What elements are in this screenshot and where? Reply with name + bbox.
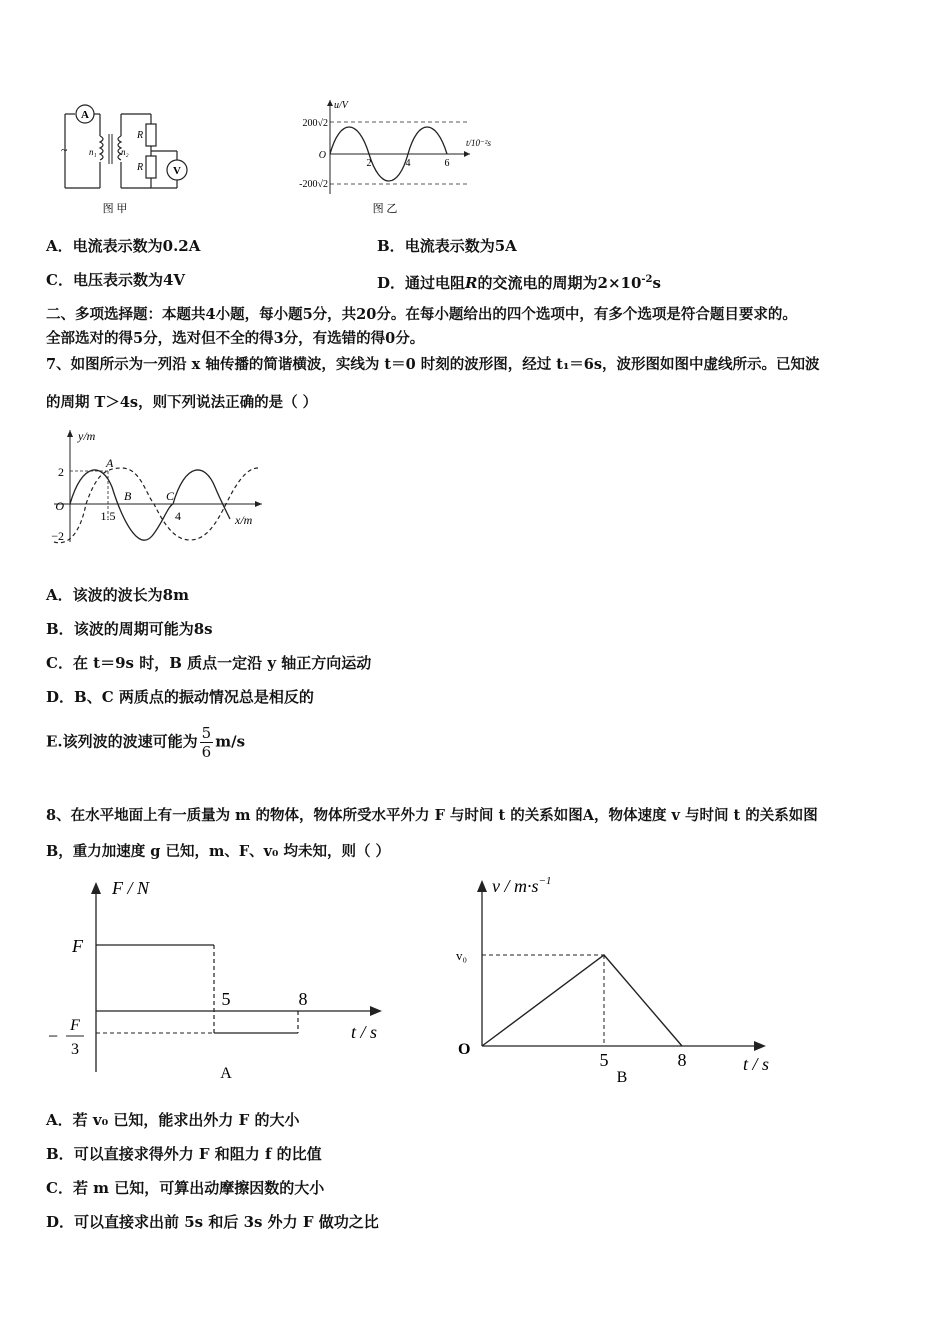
q6-option-d[interactable]: [377, 270, 661, 293]
circuit-figure-jia: [55, 96, 205, 216]
y-top-tick: 200√2: [302, 118, 328, 129]
q7-option-e[interactable]: [46, 724, 245, 761]
velocity-time-graph: [450, 868, 785, 1088]
q6-option-d-var: R: [465, 274, 478, 292]
q8-option-c-text: 若 m 已知，可算出动摩擦因数的大小: [72, 1179, 325, 1197]
x-tick-8: 8: [677, 1050, 687, 1070]
level-bottom-den: 3: [71, 1041, 79, 1058]
y-tick-2: 2: [58, 465, 64, 479]
origin-label: O: [318, 150, 326, 161]
level-bottom-sign: −: [48, 1026, 59, 1046]
x-tick-4: 4: [175, 509, 181, 523]
x-tick-8: 8: [298, 989, 308, 1009]
x-tick-4: 4: [405, 158, 411, 169]
x-tick-5: 5: [599, 1050, 609, 1070]
ac-source-symbol: ~: [61, 143, 68, 157]
wave-figure: [40, 424, 275, 549]
fig-b-caption: B: [616, 1069, 628, 1086]
x-tick-1-5: 1.5: [100, 509, 116, 523]
voltage-graph-yi: [290, 96, 505, 216]
y-axis-label: y/m: [78, 429, 96, 443]
q7-option-d[interactable]: [46, 687, 314, 707]
q7-option-d-letter: D．: [46, 688, 75, 706]
q7-option-c-text: 在 t＝9s 时，B 质点一定沿 y 轴正方向运动: [72, 654, 372, 672]
q8-option-a-letter: A．: [46, 1111, 73, 1129]
q8-option-d-letter: D．: [46, 1213, 75, 1231]
q6-option-c-letter: C．: [46, 271, 73, 289]
q8-stem-line1: 8、在水平地面上有一质量为 m 的物体，物体所受水平外力 F 与时间 t 的关系如图A，物体速度 v 与时间 t 的关系如图: [46, 807, 818, 824]
voltmeter-label: V: [173, 165, 181, 177]
y-axis-label-main: v / m·s: [492, 876, 539, 896]
q8-option-c-letter: C．: [46, 1179, 73, 1197]
level-top-label: F: [72, 936, 83, 956]
point-b-label: B: [124, 489, 132, 503]
force-time-graph: [46, 872, 396, 1092]
q7-option-b-letter: B．: [46, 620, 74, 638]
resistor-1-label: R: [137, 130, 144, 141]
x-axis-label: t/10⁻²s: [466, 138, 491, 148]
q6-option-a-letter: A．: [46, 237, 73, 255]
x-tick-6: 6: [444, 158, 450, 169]
q8-option-d-text: 可以直接求出前 5s 和后 3s 外力 F 做功之比: [74, 1213, 379, 1231]
q8-option-a[interactable]: [46, 1110, 299, 1130]
q6-option-b-text: 电流表示数为5A: [404, 237, 517, 255]
x-axis-label: x/m: [235, 513, 253, 527]
q7-option-a-letter: A．: [46, 586, 73, 604]
y-tick-neg2: −2: [51, 529, 64, 543]
y-axis-label: u/V: [334, 100, 348, 111]
q7-option-d-text: B、C 两质点的振动情况总是相反的: [74, 688, 314, 706]
level-bottom-num: F: [70, 1017, 80, 1034]
q7-option-a-text: 该波的波长为8m: [72, 586, 189, 604]
q7-option-b[interactable]: [46, 619, 213, 639]
origin-label: O: [458, 1041, 471, 1058]
q8-option-b-letter: B．: [46, 1145, 74, 1163]
q7-option-b-text: 该波的周期可能为8s: [73, 620, 213, 638]
q7-option-e-unit: m/s: [215, 732, 246, 751]
q8-stem-line2: B，重力加速度 g 已知，m、F、v₀ 均未知，则（ ）: [46, 843, 390, 860]
n2-label: n₂: [121, 147, 129, 157]
fig-jia-caption: 图 甲: [102, 203, 128, 215]
section2-line2: 全部选对的得5分，选对但不全的得3分，有选错的得0分。: [46, 330, 425, 347]
n1-label: n₁: [89, 147, 97, 157]
v0-label: v₀: [456, 948, 468, 963]
q6-option-d-text-pre: 通过电阻: [405, 274, 466, 292]
q6-option-b-letter: B．: [377, 237, 405, 255]
ammeter-label: A: [81, 109, 89, 121]
y-axis-label-sup: −1: [538, 875, 552, 887]
q7-option-a[interactable]: [46, 585, 189, 605]
q8-option-c[interactable]: [46, 1178, 324, 1198]
y-axis-label: [492, 875, 551, 896]
q6-option-d-letter: D．: [377, 274, 406, 292]
section2-line1: 二、多项选择题：本题共4小题，每小题5分，共20分。在每小题给出的四个选项中，有多个选项是符合题目要求的。: [46, 306, 797, 323]
fig-a-caption: A: [220, 1065, 232, 1082]
x-tick-5: 5: [221, 989, 231, 1009]
fraction-numerator: 5: [201, 724, 212, 742]
q8-option-b[interactable]: [46, 1144, 322, 1164]
q7-option-c-letter: C．: [46, 654, 73, 672]
fraction-denominator: 6: [201, 743, 212, 761]
fig-yi-caption: 图 乙: [372, 203, 398, 215]
y-bottom-tick: -200√2: [299, 179, 328, 190]
point-c-label: C: [166, 489, 175, 503]
q8-option-b-text: 可以直接求得外力 F 和阻力 f 的比值: [73, 1145, 322, 1163]
q6-option-d-sup: -2: [641, 274, 653, 285]
q7-stem-line2: 的周期 T＞4s，则下列说法正确的是（ ）: [46, 394, 318, 411]
q7-option-c[interactable]: [46, 653, 371, 673]
q8-option-d[interactable]: [46, 1212, 379, 1232]
q6-option-c-text: 电压表示数为4V: [72, 271, 186, 289]
y-axis-label: F / N: [112, 878, 150, 898]
x-axis-label: t / s: [743, 1054, 770, 1074]
x-axis-label: t / s: [351, 1022, 378, 1042]
q7-option-e-fraction: [200, 724, 214, 761]
q6-option-b[interactable]: [377, 236, 517, 256]
q6-option-a-text: 电流表示数为0.2A: [72, 237, 201, 255]
origin-label: O: [55, 499, 64, 513]
q7-option-e-text: 该列波的波速可能为: [62, 732, 198, 751]
q6-option-a[interactable]: [46, 236, 200, 256]
q6-option-c[interactable]: [46, 270, 185, 290]
q8-option-a-text: 若 v₀ 已知，能求出外力 F 的大小: [72, 1111, 300, 1129]
point-a-label: A: [106, 456, 114, 470]
resistor-2-label: R: [137, 162, 144, 173]
q7-option-e-letter: E.: [46, 732, 63, 751]
x-tick-2: 2: [366, 158, 372, 169]
q6-option-d-text-post: s: [652, 274, 661, 292]
q6-option-d-text-mid: 的交流电的周期为2×10: [477, 274, 642, 292]
q7-stem-line1: 7、如图所示为一列沿 x 轴传播的简谐横波，实线为 t＝0 时刻的波形图，经过 t₁＝6s，波形图如图中虚线所示。已知波: [46, 356, 820, 373]
